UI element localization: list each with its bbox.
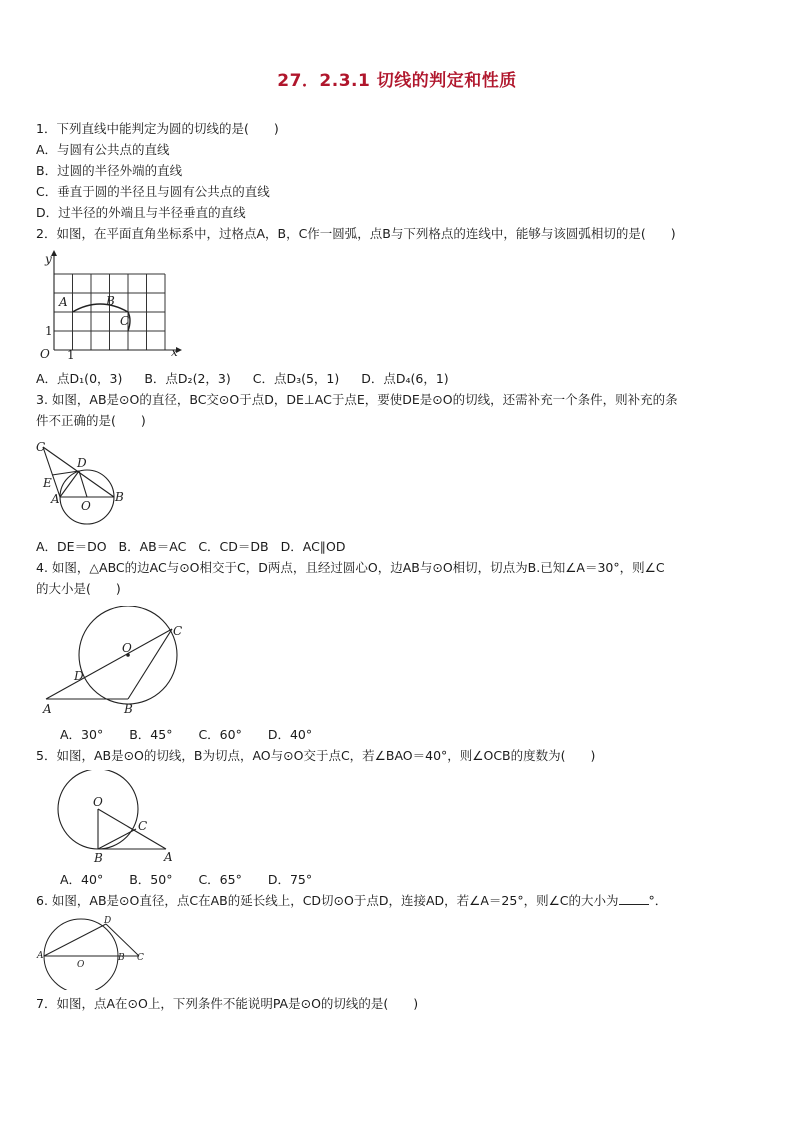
q3-stem-line2: 件不正确的是( ) (36, 413, 146, 428)
q3-point-d: D (77, 456, 87, 470)
q6-stem (36, 893, 667, 909)
q2-origin-label: O (40, 347, 50, 360)
q2-point-a: A (59, 295, 68, 309)
q2-stem: 2．如图，在平面直角坐标系中，过格点A，B，C作一圆弧，点B与下列格点的连线中，能够与该圆弧相切的是( ) (36, 226, 676, 241)
q6-answer-blank[interactable] (619, 894, 649, 905)
q3-option-c: C．CD＝DB (198, 539, 269, 554)
q3-option-a: A．DE＝DO (36, 539, 107, 554)
q6-point-b: B (118, 953, 125, 963)
q3-point-o: O (81, 499, 91, 513)
q3-point-e: E (43, 476, 52, 490)
q1-option-c: C．垂直于圆的半径且与圆有公共点的直线 (36, 184, 270, 199)
q1-option-a: A．与圆有公共点的直线 (36, 142, 170, 157)
q3-options (36, 539, 368, 555)
q6-point-a: A (37, 951, 44, 961)
q4-point-c: C (173, 624, 183, 638)
q7-stem: 7．如图，点A在⊙O上，下列条件不能说明PA是⊙O的切线的是( ) (36, 996, 419, 1011)
q4-option-c: C．60° (198, 727, 242, 742)
q6-stem-tail: °． (648, 893, 668, 908)
q3-stem-line1: 3. 如图，AB是⊙O的直径，BC交⊙O于点D，DE⊥AC于点E，要使DE是⊙O的切线，还需补充一个条件，则补充的条 (36, 392, 678, 407)
q5-option-b: B．50° (129, 872, 173, 887)
q4-stem-line1: 4. 如图，△ABC的边AC与⊙O相交于C，D两点，且经过圆心O，边AB与⊙O相切，切点为B.已知∠A＝30°，则∠C (36, 560, 665, 575)
q3-circle-figure (34, 436, 134, 528)
q5-point-a: A (164, 850, 173, 864)
q5-options (60, 872, 334, 888)
q2-x-tick-1: 1 (67, 348, 75, 360)
q2-option-d: D．点D₄(6，1) (361, 371, 449, 386)
q5-point-b: B (94, 851, 103, 865)
q5-option-a: A．40° (60, 872, 104, 887)
q2-x-axis-label: x (171, 345, 178, 359)
q1-option-d: D．过半径的外端且与半径垂直的直线 (36, 205, 246, 220)
q2-point-c: C (120, 314, 130, 328)
q3-option-b: B．AB＝AC (118, 539, 187, 554)
q2-y-axis-label: y (45, 252, 52, 266)
q5-circle-figure (56, 770, 186, 866)
q2-options (36, 371, 471, 387)
q4-option-b: B．45° (129, 727, 173, 742)
q1-stem: 1．下列直线中能判定为圆的切线的是( ) (36, 121, 279, 136)
q2-option-b: B．点D₂(2，3) (144, 371, 231, 386)
q2-option-c: C．点D₃(5，1) (252, 371, 340, 386)
q2-option-a: A．点D₁(0，3) (36, 371, 123, 386)
q5-stem: 5．如图，AB是⊙O的切线，B为切点，AO与⊙O交于点C，若∠BAO＝40°，则∠OCB的度数为( ) (36, 748, 596, 763)
q2-grid-figure (34, 248, 184, 360)
q3-point-a: A (51, 492, 60, 506)
q6-stem-text: 6. 如图，AB是⊙O直径，点C在AB的延长线上，CD切⊙O于点D，连接AD，若∠A＝25°，则∠C的大小为 (36, 893, 619, 908)
q4-stem-line2: 的大小是( ) (36, 581, 121, 596)
q6-circle-figure (34, 914, 154, 990)
q4-point-o: O (122, 641, 132, 655)
q3-point-b: B (115, 490, 124, 504)
q5-point-c: C (138, 819, 148, 833)
q1-option-b: B．过圆的半径外端的直线 (36, 163, 183, 178)
q3-point-c: C (36, 440, 46, 454)
q5-option-c: C．65° (198, 872, 242, 887)
q4-option-d: D．40° (267, 727, 313, 742)
page-title: 27．2.3.1 切线的判定和性质 (277, 71, 517, 91)
q4-point-a: A (43, 702, 52, 716)
q6-point-o: O (77, 960, 85, 970)
q5-point-o: O (93, 795, 103, 809)
q4-point-b: B (124, 702, 133, 716)
q2-point-b: B (106, 294, 115, 308)
q5-option-d: D．75° (267, 872, 313, 887)
q3-option-d: D．AC∥OD (280, 539, 346, 554)
q4-circle-figure (36, 606, 196, 718)
q4-option-a: A．30° (60, 727, 104, 742)
q4-options (60, 727, 334, 743)
q6-point-d: D (104, 916, 112, 926)
q2-y-tick-1: 1 (45, 324, 53, 338)
q4-point-d: D (74, 669, 84, 683)
q6-point-c: C (137, 953, 144, 963)
